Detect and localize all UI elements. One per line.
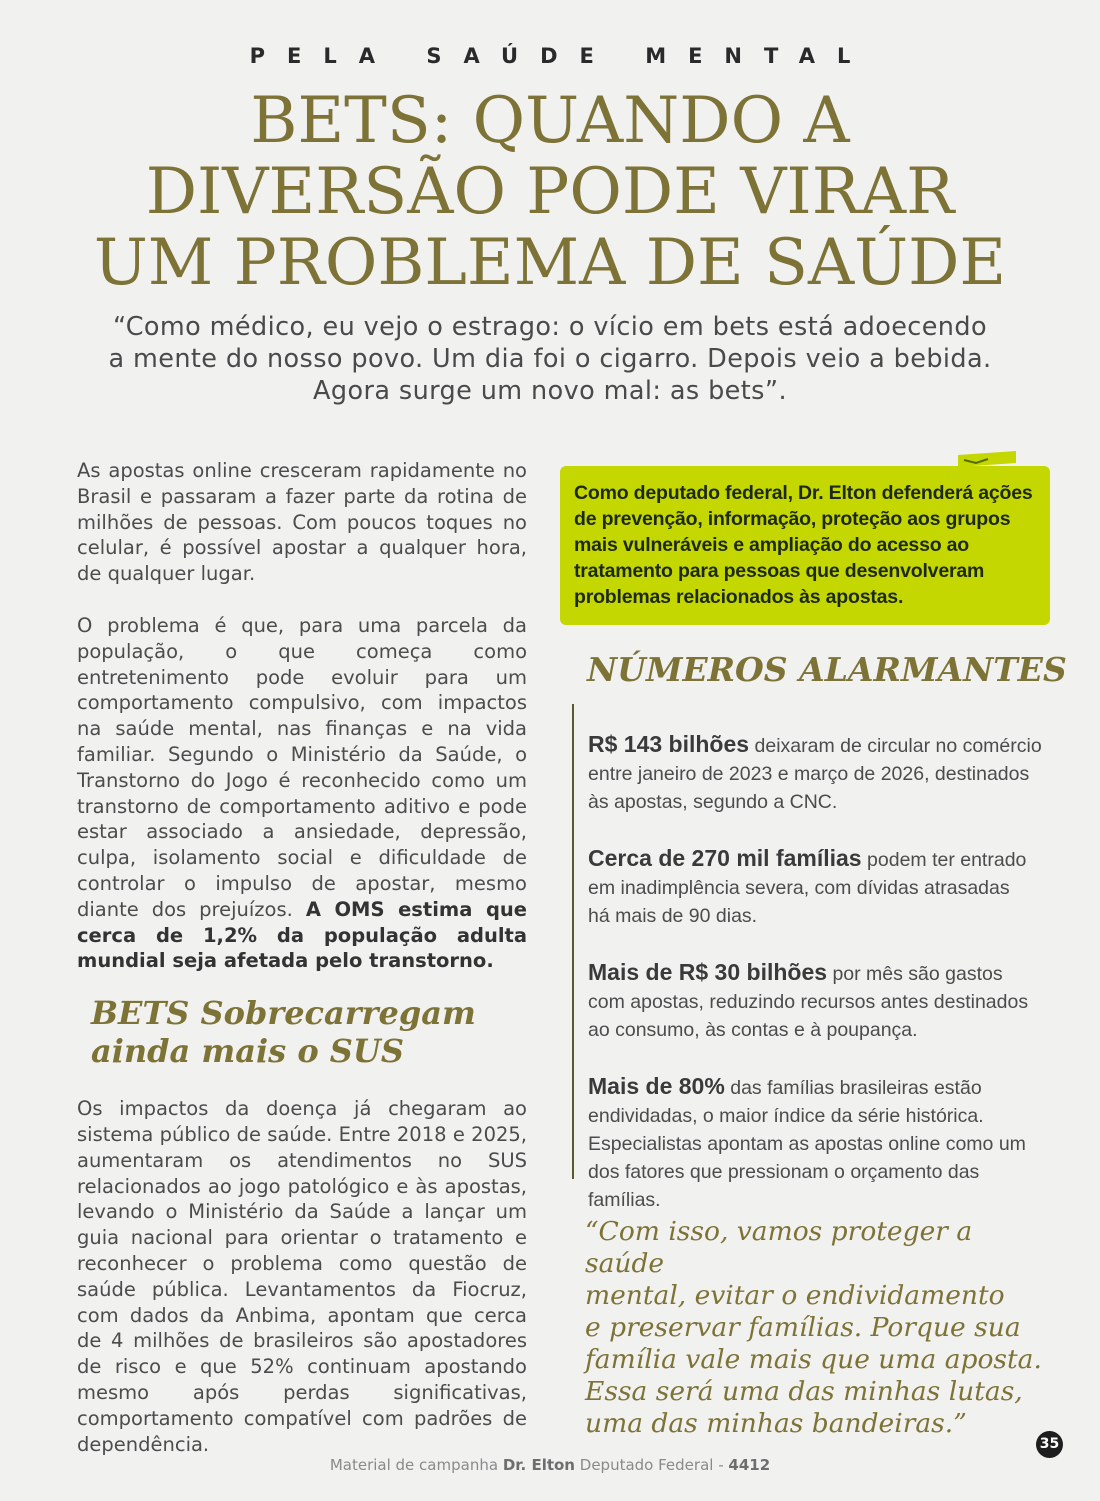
top-quote-line: Agora surge um novo mal: as bets”. [313,376,787,406]
headline-line: BETS: QUANDO A [250,84,850,158]
footer-name: Dr. Elton [502,1456,575,1474]
stats-list [572,704,1052,1211]
top-quote [80,311,1020,407]
sus-subheading [91,994,527,1070]
stat-lead: R$ 143 bilhões [588,731,750,757]
stat-text: há mais de 90 dias. [588,905,758,927]
stat-text: endividadas, o maior índice da série histórica. [588,1105,984,1127]
stat-item [588,1072,1052,1214]
closing-quote-line: e preservar famílias. Porque sua [585,1312,1021,1343]
closing-quote [585,1216,1045,1440]
page-headline [60,86,1040,299]
sus-paragraph: Os impactos da doença já chegaram ao sistema público de saúde. Entre 2018 e 2025, aumentaram os atendimentos no SUS relacionados ao jogo patológico e às apostas, levando o Ministério da Saúde a lançar um guia nacional para orientar o tratamento e reconhecer o problema como questão de saúde pública. Levantamentos da Fiocruz, com dados da Anbima, apontam que cerca de 4 milhões de brasileiros são apostadores de risco e que 52% continuam apostando mesmo após perdas significativas, comportamento compatível com padrões de dependência. [77,1097,527,1456]
stats-title: NÚMEROS ALARMANTES [587,650,1067,689]
stat-text: Especialistas apontam as apostas online como um [588,1133,1026,1155]
stat-text: dos fatores que pressionam o orçamento das famílias. [588,1161,980,1211]
stat-text: às apostas, segundo a CNC. [588,791,838,813]
stat-item [588,958,1052,1044]
problem-paragraph [77,613,527,974]
closing-quote-line: mental, evitar o endividamento [585,1280,1005,1311]
callout-tab-decoration [958,451,1016,467]
footer-number: 4412 [728,1456,771,1474]
subheading-line: ainda mais o SUS [91,1032,404,1071]
intro-paragraph: As apostas online cresceram rapidamente no Brasil e passaram a fazer parte da rotina de milhões de pessoas. Com poucos toques no celular, é possível apostar a qualquer hora, de qualquer lugar. [77,459,527,586]
stat-item [588,844,1052,930]
stat-lead: Cerca de 270 mil famílias [588,845,862,871]
headline-line: DIVERSÃO PODE VIRAR [145,155,955,229]
footer-role: Deputado Federal - [579,1456,724,1474]
footer [0,1456,1100,1474]
campaign-callout [560,466,1050,625]
problem-paragraph-text: O problema é que, para uma parcela da população, o que começa como entretenimento pode evoluir para um comportamento compulsivo, com impactos na saúde mental, nas finanças e na vida familiar. Segundo o Ministério da Saúde, o Transtorno do Jogo é reconhecido como um transtorno de comportamento aditivo e pode estar associado a ansiedade, depressão, culpa, isolamento social e dificuldade de controlar o impulso de apostar, mesmo diante dos prejuízos. [77,613,527,921]
stat-item [588,730,1052,816]
stat-lead: Mais de R$ 30 bilhões [588,959,828,985]
closing-quote-line: “Com isso, vamos proteger a saúde [585,1216,973,1279]
section-kicker: PELA SAÚDE MENTAL [249,44,873,68]
closing-quote-line: família vale mais que uma aposta. [585,1344,1042,1375]
stat-text: com apostas, reduzindo recursos antes destinados [588,991,1029,1013]
stat-text: entre janeiro de 2023 e março de 2026, destinados [588,763,1030,785]
closing-quote-line: Essa será uma das minhas lutas, [585,1376,1023,1407]
stat-text: ao consumo, às contas e à poupança. [588,1019,918,1041]
stat-text: podem ter entrado [867,849,1027,871]
headline-line: UM PROBLEMA DE SAÚDE [93,226,1007,300]
stat-text: em inadimplência severa, com dívidas atrasadas [588,877,1010,899]
left-column [77,458,527,1457]
oms-highlight: A OMS estima que cerca de 1,2% da população adulta mundial seja afetada pelo transtorno. [77,897,528,973]
top-quote-line: “Como médico, eu vejo o estrago: o vício em bets está adoecendo [113,312,987,342]
stat-lead: Mais de 80% [588,1073,725,1099]
stat-text: das famílias brasileiras estão [730,1077,982,1099]
subheading-line: BETS Sobrecarregam [91,994,476,1033]
closing-quote-line: uma das minhas bandeiras.” [585,1408,967,1439]
top-quote-line: a mente do nosso povo. Um dia foi o cigarro. Depois veio a bebida. [108,344,992,374]
stat-text: deixaram de circular no comércio [754,735,1042,757]
callout-text: Como deputado federal, Dr. Elton defenderá ações de prevenção, informação, proteção aos grupos mais vulneráveis e ampliação do acesso ao tratamento para pessoas que desenvolveram problemas relacionados às apostas. [574,482,1033,608]
page-number-badge: 35 [1036,1431,1063,1458]
stat-text: por mês são gastos [832,963,1003,985]
footer-prefix: Material de campanha [329,1456,499,1474]
